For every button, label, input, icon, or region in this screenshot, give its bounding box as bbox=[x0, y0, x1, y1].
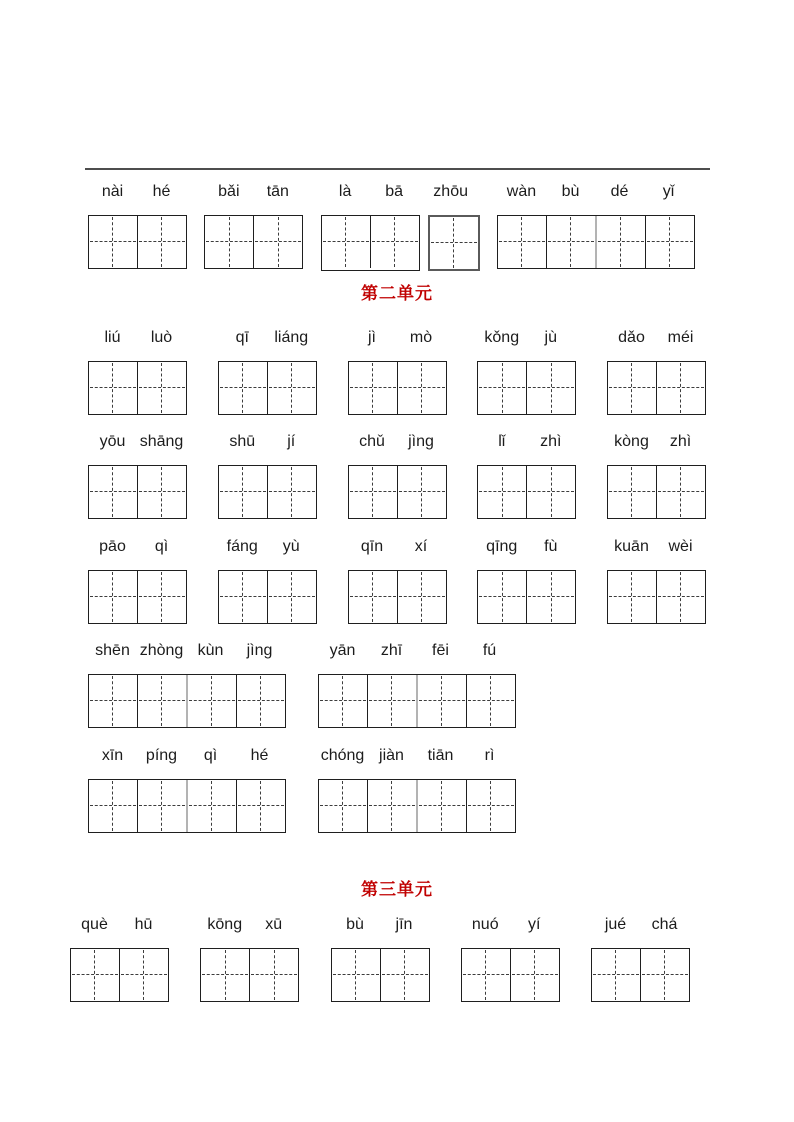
grid-cell[interactable] bbox=[608, 362, 656, 414]
grid-cell[interactable] bbox=[466, 780, 515, 832]
grid-cell[interactable] bbox=[367, 780, 416, 832]
writing-grid bbox=[607, 465, 706, 519]
grid-cell[interactable] bbox=[349, 362, 397, 414]
pinyin-syllable: tiān bbox=[427, 747, 454, 764]
grid-group bbox=[607, 465, 706, 519]
word-group bbox=[88, 746, 286, 833]
grid-cell[interactable] bbox=[89, 675, 137, 727]
pinyin-syllable: zhòng bbox=[139, 642, 184, 659]
unit-heading-2: 第二单元 bbox=[361, 284, 433, 303]
grid-group bbox=[70, 948, 169, 1002]
grid-group bbox=[331, 948, 430, 1002]
word-group bbox=[318, 746, 516, 833]
pinyin-syllable: hé bbox=[152, 183, 171, 200]
grid-group bbox=[200, 948, 299, 1002]
pinyin-syllable: luò bbox=[150, 329, 173, 346]
grid-cell[interactable] bbox=[219, 466, 267, 518]
word-group bbox=[497, 182, 695, 271]
pinyin-label bbox=[477, 432, 576, 452]
pinyin-syllable: fáng bbox=[226, 538, 258, 555]
pinyin-syllable: bā bbox=[385, 183, 404, 200]
grid-cell[interactable] bbox=[236, 675, 285, 727]
pinyin-label bbox=[218, 432, 317, 452]
grid-group bbox=[607, 570, 706, 624]
pinyin-syllable: wèi bbox=[668, 538, 693, 555]
grid-cell[interactable] bbox=[89, 362, 137, 414]
word-group bbox=[218, 432, 317, 519]
pinyin-syllable: pāo bbox=[99, 538, 126, 555]
grid-cell[interactable] bbox=[219, 571, 267, 623]
pinyin-syllable: kǒng bbox=[484, 329, 520, 346]
word-row bbox=[88, 641, 516, 728]
grid-cell[interactable] bbox=[89, 571, 137, 623]
grid-cell[interactable] bbox=[526, 362, 575, 414]
grid-cell-selected[interactable] bbox=[428, 215, 480, 271]
grid-cell[interactable] bbox=[186, 780, 236, 832]
pinyin-syllable: shū bbox=[229, 433, 256, 450]
pinyin-syllable: yù bbox=[282, 538, 300, 555]
grid-group bbox=[88, 465, 187, 519]
writing-grid bbox=[477, 570, 576, 624]
grid-cell[interactable] bbox=[510, 949, 559, 1001]
pinyin-label bbox=[348, 537, 447, 557]
word-group bbox=[218, 537, 317, 624]
pinyin-syllable: fēi bbox=[432, 642, 449, 659]
grid-cell[interactable] bbox=[416, 780, 466, 832]
pinyin-syllable: jīn bbox=[395, 916, 413, 933]
grid-cell[interactable] bbox=[119, 949, 168, 1001]
writing-grid bbox=[88, 779, 286, 833]
grid-cell[interactable] bbox=[349, 571, 397, 623]
word-group bbox=[348, 537, 447, 624]
writing-grid bbox=[88, 361, 187, 415]
writing-grid bbox=[461, 948, 560, 1002]
writing-grid bbox=[607, 361, 706, 415]
pinyin-syllable: jiàn bbox=[379, 747, 404, 764]
pinyin-label bbox=[218, 537, 317, 557]
grid-cell[interactable] bbox=[205, 216, 253, 268]
writing-grid bbox=[321, 215, 420, 271]
word-group bbox=[348, 328, 447, 415]
pinyin-label bbox=[318, 641, 516, 661]
writing-grid bbox=[331, 948, 430, 1002]
grid-cell[interactable] bbox=[640, 949, 689, 1001]
grid-group bbox=[204, 215, 303, 269]
grid-cell[interactable] bbox=[137, 675, 186, 727]
pinyin-label bbox=[318, 746, 516, 766]
pinyin-syllable: chá bbox=[651, 916, 678, 933]
pinyin-label bbox=[331, 915, 430, 935]
writing-grid bbox=[477, 361, 576, 415]
pinyin-label bbox=[88, 746, 286, 766]
grid-cell[interactable] bbox=[219, 362, 267, 414]
pinyin-label bbox=[477, 537, 576, 557]
word-group bbox=[461, 915, 560, 1002]
grid-cell[interactable] bbox=[416, 675, 466, 727]
word-row bbox=[88, 746, 516, 833]
grid-group bbox=[88, 570, 187, 624]
pinyin-syllable: shāng bbox=[139, 433, 184, 450]
word-row bbox=[88, 537, 706, 624]
pinyin-syllable: jìng bbox=[246, 642, 273, 659]
pinyin-syllable: kùn bbox=[197, 642, 224, 659]
writing-grid bbox=[88, 570, 187, 624]
pinyin-syllable: bù bbox=[561, 183, 580, 200]
grid-cell[interactable] bbox=[71, 949, 119, 1001]
grid-cell[interactable] bbox=[526, 571, 575, 623]
pinyin-label bbox=[348, 432, 447, 452]
pinyin-label bbox=[607, 537, 706, 557]
grid-group bbox=[348, 570, 447, 624]
writing-grid bbox=[88, 215, 187, 269]
pinyin-syllable: jìng bbox=[408, 433, 434, 450]
pinyin-syllable: qīn bbox=[360, 538, 384, 555]
grid-cell[interactable] bbox=[267, 362, 316, 414]
grid-cell[interactable] bbox=[137, 216, 186, 268]
grid-cell[interactable] bbox=[608, 571, 656, 623]
grid-group bbox=[88, 215, 187, 269]
grid-cell[interactable] bbox=[656, 466, 705, 518]
writing-grid bbox=[348, 361, 447, 415]
pinyin-syllable: píng bbox=[145, 747, 178, 764]
grid-group bbox=[318, 674, 516, 728]
grid-cell[interactable] bbox=[397, 362, 446, 414]
grid-cell[interactable] bbox=[478, 571, 526, 623]
pinyin-syllable: méi bbox=[667, 329, 694, 346]
pinyin-syllable: nài bbox=[101, 183, 124, 200]
grid-cell[interactable] bbox=[89, 216, 137, 268]
unit-heading-3: 第三单元 bbox=[361, 880, 433, 899]
writing-grid bbox=[88, 674, 286, 728]
pinyin-label bbox=[218, 328, 317, 348]
word-group bbox=[477, 432, 576, 519]
writing-grid bbox=[348, 570, 447, 624]
writing-grid bbox=[318, 674, 516, 728]
grid-group bbox=[477, 570, 576, 624]
pinyin-syllable: yǐ bbox=[662, 183, 675, 200]
pinyin-syllable: là bbox=[338, 183, 352, 200]
pinyin-syllable: liú bbox=[104, 329, 121, 346]
pinyin-label bbox=[70, 915, 169, 935]
grid-cell[interactable] bbox=[397, 571, 446, 623]
pinyin-label bbox=[477, 328, 576, 348]
pinyin-syllable: hū bbox=[134, 916, 153, 933]
grid-cell[interactable] bbox=[267, 466, 316, 518]
pinyin-syllable: qīng bbox=[486, 538, 518, 555]
pinyin-label bbox=[88, 328, 187, 348]
word-group bbox=[88, 432, 187, 519]
grid-cell[interactable] bbox=[478, 466, 526, 518]
grid-cell[interactable] bbox=[645, 216, 694, 268]
grid-cell[interactable] bbox=[332, 949, 380, 1001]
pinyin-syllable: rì bbox=[484, 747, 495, 764]
word-group bbox=[591, 915, 690, 1002]
grid-group bbox=[477, 361, 576, 415]
pinyin-syllable: chǔ bbox=[359, 433, 385, 450]
grid-cell[interactable] bbox=[462, 949, 510, 1001]
word-group bbox=[200, 915, 299, 1002]
word-row bbox=[88, 328, 706, 415]
writing-grid bbox=[70, 948, 169, 1002]
grid-group bbox=[88, 779, 286, 833]
grid-group bbox=[591, 948, 690, 1002]
pinyin-syllable: bǎi bbox=[218, 183, 240, 200]
pinyin-label bbox=[321, 182, 480, 202]
pinyin-syllable: tān bbox=[266, 183, 289, 200]
pinyin-syllable: jí bbox=[287, 433, 296, 450]
pinyin-label bbox=[88, 182, 187, 202]
pinyin-syllable: fù bbox=[544, 538, 558, 555]
writing-grid bbox=[591, 948, 690, 1002]
writing-grid bbox=[477, 465, 576, 519]
grid-cell[interactable] bbox=[656, 362, 705, 414]
word-group bbox=[88, 182, 187, 271]
grid-cell[interactable] bbox=[349, 466, 397, 518]
pinyin-syllable: xīn bbox=[101, 747, 124, 764]
word-row bbox=[70, 915, 690, 1002]
grid-group bbox=[218, 465, 317, 519]
writing-grid bbox=[204, 215, 303, 269]
pinyin-syllable: zhī bbox=[380, 642, 403, 659]
pinyin-syllable: zhì bbox=[669, 433, 692, 450]
grid-cell[interactable] bbox=[592, 949, 640, 1001]
grid-cell[interactable] bbox=[89, 780, 137, 832]
pinyin-label bbox=[591, 915, 690, 935]
writing-grid bbox=[200, 948, 299, 1002]
pinyin-syllable: jì bbox=[368, 329, 376, 346]
pinyin-syllable: kuān bbox=[614, 538, 649, 555]
writing-grid bbox=[218, 570, 317, 624]
pinyin-label bbox=[88, 432, 187, 452]
word-group bbox=[321, 182, 480, 271]
word-group bbox=[204, 182, 303, 271]
writing-grid bbox=[88, 465, 187, 519]
writing-grid bbox=[607, 570, 706, 624]
pinyin-syllable: zhōu bbox=[433, 183, 468, 200]
writing-grid bbox=[497, 215, 695, 269]
pinyin-label bbox=[88, 537, 187, 557]
grid-cell[interactable] bbox=[137, 780, 186, 832]
grid-cell[interactable] bbox=[608, 466, 656, 518]
pinyin-syllable: qī bbox=[235, 329, 249, 346]
writing-grid bbox=[348, 465, 447, 519]
pinyin-label bbox=[607, 328, 706, 348]
grid-group bbox=[461, 948, 560, 1002]
grid-cell[interactable] bbox=[201, 949, 249, 1001]
pinyin-syllable: mò bbox=[409, 329, 433, 346]
grid-group bbox=[607, 361, 706, 415]
grid-cell[interactable] bbox=[526, 466, 575, 518]
grid-cell[interactable] bbox=[466, 675, 515, 727]
pinyin-label bbox=[607, 432, 706, 452]
pinyin-syllable: xū bbox=[265, 916, 283, 933]
writing-grid bbox=[218, 465, 317, 519]
word-group bbox=[331, 915, 430, 1002]
pinyin-syllable: wàn bbox=[506, 183, 537, 200]
pinyin-syllable: fú bbox=[482, 642, 497, 659]
pinyin-syllable: jué bbox=[604, 916, 627, 933]
pinyin-syllable: kòng bbox=[614, 433, 649, 450]
word-group bbox=[88, 537, 187, 624]
pinyin-syllable: kōng bbox=[207, 916, 243, 933]
pinyin-syllable: yōu bbox=[99, 433, 126, 450]
pinyin-syllable: dé bbox=[610, 183, 629, 200]
grid-cell[interactable] bbox=[322, 216, 370, 268]
word-group bbox=[88, 328, 187, 415]
grid-group bbox=[88, 361, 187, 415]
grid-group bbox=[348, 465, 447, 519]
pinyin-syllable: yān bbox=[329, 642, 356, 659]
pinyin-label bbox=[204, 182, 303, 202]
grid-cell[interactable] bbox=[267, 571, 316, 623]
grid-group bbox=[218, 570, 317, 624]
pinyin-syllable: jù bbox=[544, 329, 557, 346]
word-group bbox=[70, 915, 169, 1002]
writing-grid bbox=[318, 779, 516, 833]
pinyin-syllable: liáng bbox=[274, 329, 309, 346]
grid-cell[interactable] bbox=[546, 216, 595, 268]
word-row bbox=[88, 432, 706, 519]
grid-group bbox=[218, 361, 317, 415]
word-group bbox=[318, 641, 516, 728]
grid-cell[interactable] bbox=[319, 675, 367, 727]
grid-cell[interactable] bbox=[595, 216, 645, 268]
grid-cell[interactable] bbox=[367, 675, 416, 727]
grid-cell[interactable] bbox=[319, 780, 367, 832]
pinyin-syllable: qì bbox=[203, 747, 218, 764]
word-group bbox=[218, 328, 317, 415]
word-group bbox=[607, 537, 706, 624]
pinyin-syllable: qì bbox=[154, 538, 169, 555]
pinyin-syllable: lǐ bbox=[498, 433, 506, 450]
pinyin-syllable: shēn bbox=[95, 642, 130, 659]
grid-group bbox=[88, 674, 286, 728]
word-group bbox=[477, 328, 576, 415]
top-divider-line bbox=[85, 168, 710, 170]
writing-grid bbox=[218, 361, 317, 415]
word-group bbox=[477, 537, 576, 624]
grid-cell[interactable] bbox=[186, 675, 236, 727]
pinyin-syllable: xí bbox=[414, 538, 428, 555]
grid-group bbox=[477, 465, 576, 519]
grid-cell[interactable] bbox=[249, 949, 298, 1001]
grid-group bbox=[318, 779, 516, 833]
pinyin-syllable: què bbox=[81, 916, 108, 933]
pinyin-label bbox=[88, 641, 286, 661]
pinyin-label bbox=[348, 328, 447, 348]
grid-cell[interactable] bbox=[89, 466, 137, 518]
grid-cell[interactable] bbox=[137, 466, 186, 518]
grid-cell[interactable] bbox=[370, 216, 419, 268]
grid-cell[interactable] bbox=[656, 571, 705, 623]
grid-group bbox=[348, 361, 447, 415]
word-group bbox=[607, 432, 706, 519]
pinyin-syllable: hé bbox=[250, 747, 269, 764]
grid-cell[interactable] bbox=[236, 780, 285, 832]
word-group bbox=[88, 641, 286, 728]
grid-group bbox=[321, 215, 480, 271]
grid-cell[interactable] bbox=[430, 217, 478, 269]
grid-cell[interactable] bbox=[397, 466, 446, 518]
grid-cell[interactable] bbox=[478, 362, 526, 414]
grid-group bbox=[497, 215, 695, 269]
grid-cell[interactable] bbox=[137, 362, 186, 414]
pinyin-label bbox=[200, 915, 299, 935]
grid-cell[interactable] bbox=[253, 216, 302, 268]
pinyin-syllable: chóng bbox=[320, 747, 365, 764]
pinyin-label bbox=[461, 915, 560, 935]
pinyin-syllable: yí bbox=[528, 916, 541, 933]
pinyin-syllable: zhì bbox=[540, 433, 562, 450]
grid-cell[interactable] bbox=[137, 571, 186, 623]
pinyin-syllable: dǎo bbox=[618, 329, 645, 346]
word-row bbox=[88, 182, 695, 271]
word-group bbox=[607, 328, 706, 415]
pinyin-syllable: bù bbox=[346, 916, 364, 933]
pinyin-label bbox=[497, 182, 695, 202]
pinyin-syllable: nuó bbox=[471, 916, 499, 933]
grid-cell[interactable] bbox=[498, 216, 546, 268]
grid-cell[interactable] bbox=[380, 949, 429, 1001]
word-group bbox=[348, 432, 447, 519]
